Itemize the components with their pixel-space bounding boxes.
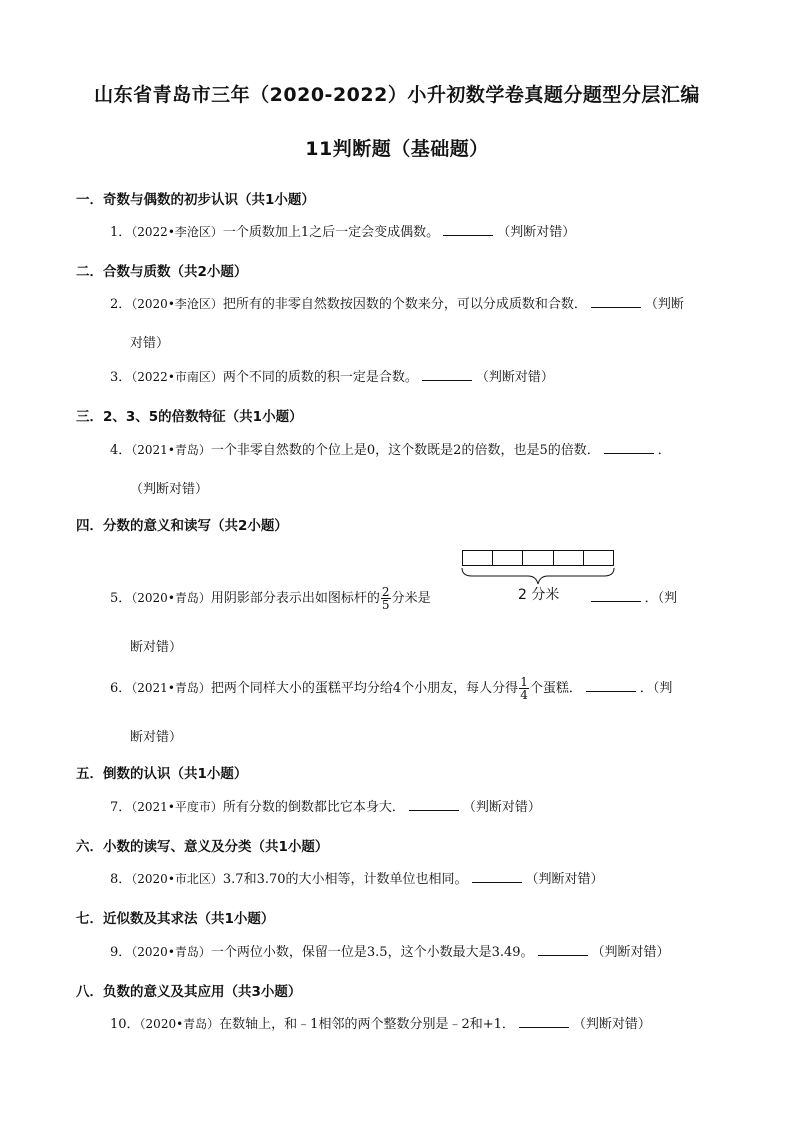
answer-blank[interactable] — [422, 366, 472, 381]
question-3 — [110, 366, 722, 389]
question-continuation: （判断对错） — [130, 482, 209, 497]
question-source: （2020•青岛） — [139, 1017, 220, 1031]
question-tail: （判断对错） — [462, 800, 541, 815]
question-tail: ． — [657, 443, 671, 458]
fraction — [519, 676, 529, 701]
question-continuation: 断对错） — [130, 640, 183, 655]
question-source: （2020•李沧区） — [131, 297, 223, 311]
question-tail: ．（判 — [644, 591, 678, 606]
section-heading: 七．近似数及其求法（共1小题） — [76, 911, 275, 927]
question-text: 在数轴上，和﹣1相邻的两个整数分别是﹣2和+1． — [219, 1017, 515, 1032]
question-number: 3． — [110, 370, 132, 385]
section-heading: 二．合数与质数（共2小题） — [76, 264, 248, 280]
question-source: （2021•青岛） — [131, 681, 211, 695]
question-10 — [110, 1013, 722, 1036]
page-subtitle: 11判断题（基础题） — [305, 138, 489, 160]
answer-blank[interactable] — [586, 677, 636, 692]
answer-blank[interactable] — [409, 796, 459, 811]
question-text: 分米是 — [391, 591, 431, 606]
fraction-denominator: 5 — [381, 598, 390, 612]
question-text: 一个非零自然数的个位上是0，这个数既是2的倍数，也是5的倍数． — [210, 443, 600, 458]
question-tail: （判断对错） — [572, 1017, 651, 1032]
answer-blank[interactable] — [591, 293, 641, 308]
question-2 — [110, 293, 722, 316]
question-6 — [110, 676, 722, 701]
question-text: 一个两位小数，保留一位是3.5，这个小数最大是3.49。 — [210, 945, 534, 960]
question-text: 一个质数加上1之后一定会变成偶数。 — [222, 225, 440, 240]
question-8 — [110, 868, 722, 891]
question-text: 把两个同样大小的蛋糕平均分给4个小朋友，每人分得 — [210, 681, 519, 696]
question-continuation: 对错） — [130, 336, 170, 351]
question-text: 个蛋糕． — [529, 681, 582, 696]
question-source: （2020•市北区） — [131, 872, 223, 886]
answer-blank[interactable] — [443, 221, 493, 236]
question-source: （2020•青岛） — [131, 945, 211, 959]
question-continuation: 断对错） — [130, 730, 183, 745]
ruler-cell — [463, 551, 493, 565]
question-number: 7． — [110, 800, 132, 815]
fraction-denominator: 4 — [520, 688, 528, 702]
page-title: 山东省青岛市三年（2020-2022）小升初数学卷真题分题型分层汇编 — [94, 84, 700, 106]
question-tail: ．（判 — [639, 681, 673, 696]
question-number: 8． — [110, 872, 132, 887]
question-tail: （判断对错） — [475, 370, 554, 385]
question-number: 5． — [110, 591, 132, 606]
question-tail: （判断 — [644, 297, 684, 312]
ruler-figure — [462, 550, 614, 566]
ruler-cell — [493, 551, 523, 565]
question-text: 把所有的非零自然数按因数的个数来分，可以分成质数和合数． — [222, 297, 587, 312]
ruler-cell — [554, 551, 584, 565]
fraction — [381, 586, 391, 611]
ruler-cell — [523, 551, 553, 565]
question-number: 1． — [110, 225, 132, 240]
question-source: （2022•李沧区） — [131, 225, 223, 239]
question-tail: （判断对错） — [497, 225, 576, 240]
question-number: 10． — [110, 1017, 140, 1032]
question-5 — [110, 586, 722, 611]
section-heading: 六．小数的读写、意义及分类（共1小题） — [76, 839, 329, 855]
question-9 — [110, 941, 722, 964]
fraction-numerator: 2 — [381, 585, 390, 599]
question-7 — [110, 796, 722, 819]
ruler-cell — [584, 551, 613, 565]
answer-blank[interactable] — [519, 1013, 569, 1028]
section-heading: 四．分数的意义和读写（共2小题） — [76, 518, 288, 534]
answer-blank[interactable] — [472, 868, 522, 883]
section-heading: 五．倒数的认识（共1小题） — [76, 766, 248, 782]
answer-blank[interactable] — [538, 941, 588, 956]
question-number: 9． — [110, 945, 132, 960]
fraction-numerator: 1 — [520, 675, 528, 689]
figure-label: 2 分米 — [518, 587, 560, 603]
question-source: （2020•青岛） — [131, 591, 211, 605]
question-text: 所有分数的倒数都比它本身大． — [222, 800, 405, 815]
question-tail: （判断对错） — [525, 872, 604, 887]
question-source: （2022•市南区） — [131, 370, 223, 384]
question-source: （2021•平度市） — [131, 800, 223, 814]
question-tail: （判断对错） — [591, 945, 670, 960]
answer-blank[interactable] — [591, 587, 641, 602]
question-text: 3.7和3.70的大小相等，计数单位也相同。 — [222, 872, 468, 887]
section-heading: 一．奇数与偶数的初步认识（共1小题） — [76, 192, 315, 208]
question-number: 2． — [110, 297, 132, 312]
section-heading: 八．负数的意义及其应用（共3小题） — [76, 984, 302, 1000]
section-heading: 三．2、3、5的倍数特征（共1小题） — [76, 409, 303, 425]
question-number: 6． — [110, 681, 132, 696]
question-source: （2021•青岛） — [131, 443, 211, 457]
answer-blank[interactable] — [604, 439, 654, 454]
question-number: 4． — [110, 443, 132, 458]
question-4 — [110, 439, 722, 462]
brace-icon — [460, 566, 616, 586]
question-1 — [110, 221, 722, 244]
question-text: 用阴影部分表示出如图标杆的 — [210, 591, 380, 606]
question-text: 两个不同的质数的积一定是合数。 — [222, 370, 418, 385]
